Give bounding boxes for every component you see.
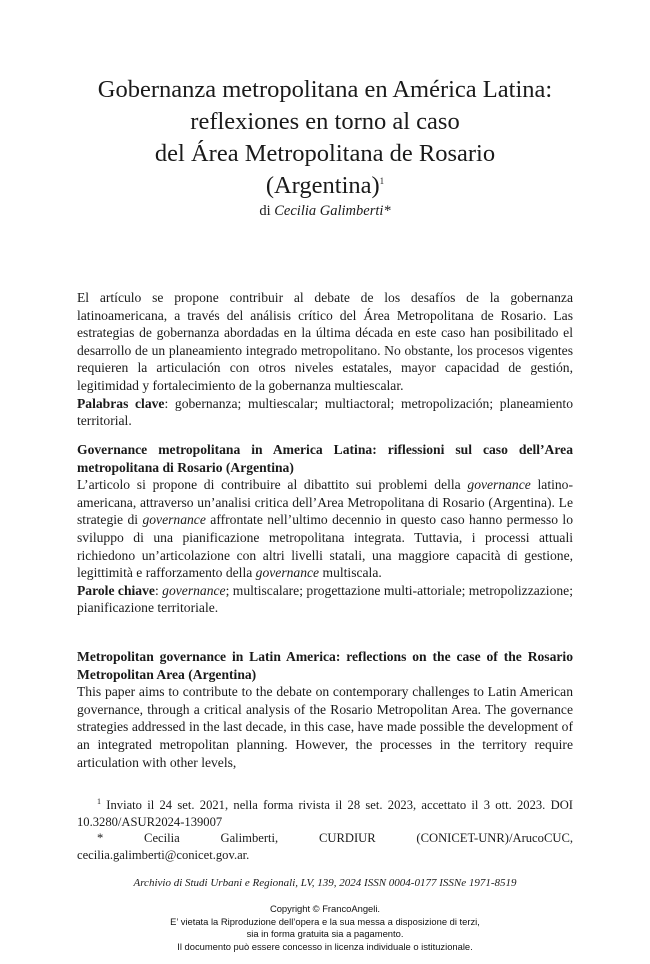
title-line-3: del Área Metropolitana de Rosario [154, 140, 496, 167]
it-text-2: latino-americana, attraverso un’analisi critica dell’Area Metropolitana di Rosario (Argentina). Le strategie di [77, 477, 573, 528]
abstract-en-heading: Metropolitan governance in Latin America: reflections on the case of the Rosario Metropolitan Area (Argentina) [77, 649, 573, 682]
abstract-it-body [77, 476, 573, 582]
title-footnote-mark: 1 [379, 175, 385, 186]
keywords-label-it: Parole chiave [77, 582, 155, 598]
it-italic-1: governance [467, 477, 531, 493]
title-line-4-text: (Argentina) [265, 172, 380, 199]
copyright-line-2: E’ vietata la Riproduzione dell’opera e la sua messa a disposizione di terzi, [170, 915, 480, 927]
footnote-1 [77, 797, 573, 830]
copyright-line-1: Copyright © FrancoAngeli. [269, 903, 381, 914]
title-line-2: reflexiones en torno al caso [190, 108, 460, 135]
copyright-notice [40, 903, 610, 953]
footnotes [77, 797, 573, 863]
abstract-es-body: El artículo se propone contribuir al debate de los desafíos de la gobernanza latinoamericana, a través del análisis crítico del Área Metropolitana de Rosario. Las estrategias de gobernanza abordadas en la última década en este caso han posibilitado el desarrollo de un planeamiento integrado metropolitano. No obstante, los procesos vigentes requieren la articulación con otros niveles estatales, mayor capacidad de gestión, legitimidad y fortalecimiento de la gobernanza multiescalar. [77, 290, 573, 393]
abstract-spanish [77, 289, 573, 430]
copyright-line-4: Il documento può essere concesso in licenza individuale o istituzionale. [177, 940, 473, 952]
it-italic-2: governance [142, 512, 206, 528]
title-line-1: Gobernanza metropolitana en América Latina: [97, 76, 553, 103]
footnote-1-text: Inviato il 24 set. 2021, nella forma rivista il 28 set. 2023, accettato il 3 ott. 2023. DOI 10.3280/ASUR2024-139007 [77, 798, 573, 829]
copyright-line-3: sia in forma gratuita sia a pagamento. [246, 928, 404, 939]
article-title [60, 74, 590, 202]
keywords-es: : gobernanza; multiescalar; multiactoral; metropolización; planeamiento territorial. [77, 395, 573, 429]
abstract-it-keywords [77, 582, 573, 617]
author-name-text: Cecilia Galimberti [274, 203, 384, 219]
byline [60, 203, 590, 220]
abstract-english [77, 648, 573, 771]
footnote-1-mark: 1 [97, 796, 101, 806]
it-text-3: affrontate nell’ultimo decennio in questo caso hanno permesso lo sviluppo di una pianificazione metropolitana integrata. Tuttavia, i processi attuali richiedono un’articolazione con altri livelli statali, una maggiore capacità di gestione, legittimità e rafforzamento della [77, 512, 574, 581]
keywords-label-it-tail: : [154, 582, 163, 598]
keywords-label-es: Palabras clave [77, 395, 165, 411]
keywords-it-italic: governance [162, 582, 226, 598]
author-mark: * [383, 203, 391, 219]
it-italic-3: governance [255, 565, 320, 581]
author-name [274, 203, 390, 219]
keywords-it: ; multiscalare; progettazione multi-attoriale; metropolizzazione; pianificazione territoriale. [77, 582, 573, 616]
journal-citation: Archivio di Studi Urbani e Regionali, LV, 139, 2024 ISSN 0004-0177 ISSNe 1971-8519 [133, 877, 517, 889]
it-text-1: L’articolo si propone di contribuire al dibattito sui problemi della [77, 477, 468, 493]
byline-prefix: di [259, 203, 271, 219]
abstract-italian [77, 441, 573, 617]
it-text-4: multiscala. [319, 565, 382, 581]
abstract-it-heading: Governance metropolitana in America Latina: riflessioni sul caso dell’Area metropolitana di Rosario (Argentina) [77, 442, 573, 475]
abstract-es-keywords [77, 395, 573, 430]
footnote-author: * Cecilia Galimberti, CURDIUR (CONICET-UNR)/ArucoCUC, cecilia.galimberti@conicet.gov.ar. [77, 831, 573, 862]
title-line-4 [60, 170, 590, 202]
abstract-en-body: This paper aims to contribute to the debate on contemporary challenges to Latin American governance, through a critical analysis of the Rosario Metropolitan Area. The governance strategies addressed in the last decade, in this case, have made possible the development of an integrated metropolitan planning. However, the processes in the territory require articulation with other levels, [77, 684, 573, 770]
